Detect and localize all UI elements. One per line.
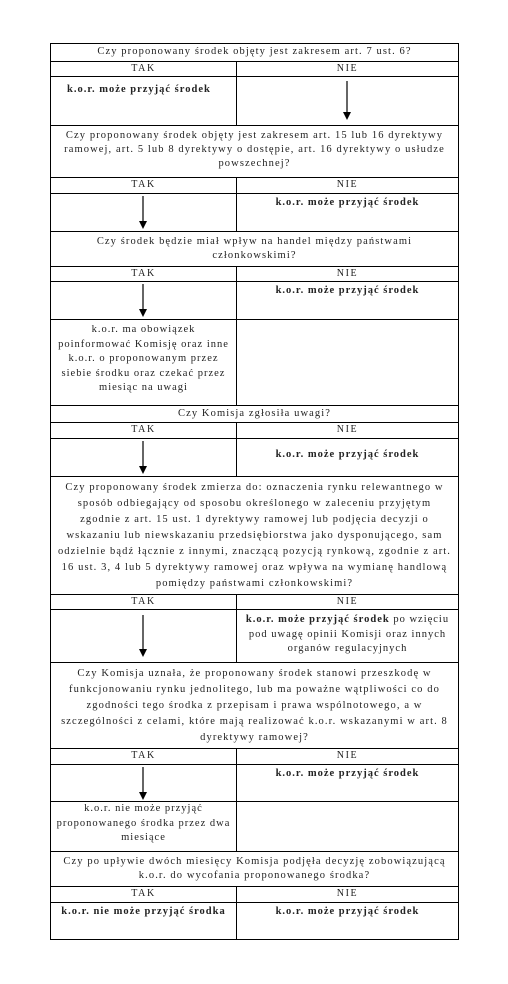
outcome-may-adopt: k.o.r. może przyjąć środek (275, 768, 420, 779)
arrow-down-icon (138, 767, 148, 801)
answer-header-6 (51, 749, 458, 765)
nie-label: NIE (336, 750, 359, 761)
question-2: Czy proponowany środek objęty jest zakresem art. 15 lub 16 dyrektywy ramowej, art. 5 lub 8 dyrektywy o dostępie, art. 16 dyrektywy o usłudze powszechnej? (51, 126, 458, 178)
question-6: Czy Komisja uznała, że proponowany środek stanowi przeszkodę w funkcjonowaniu rynku jednolitego, lub ma poważne wątpliwości co do zgodności tego środka z przepisam i prawa wspólnotowego, a w szczególności z celami, które mają realizować k.o.r. wskazanymi w art. 8 dyrektywy ramowej? (51, 663, 458, 749)
question-7: Czy po upływie dwóch miesięcy Komisja podjęła decyzję zobowiązującą k.o.r. do wycofania proponowanego środka? (51, 852, 458, 887)
outcome-may-adopt: k.o.r. może przyjąć środek (245, 614, 390, 625)
outcome-notify: k.o.r. ma obowiązek poinformować Komisję oraz inne k.o.r. o proponowanym przez siebie środku oraz czekać przez miesiąc na uwagi (58, 324, 229, 393)
tak-label: TAK (51, 887, 237, 902)
answer-header-3 (51, 267, 458, 282)
outcome-may-adopt: k.o.r. może przyjąć środek (275, 197, 420, 208)
outcome-may-adopt: k.o.r. może przyjąć środek (275, 906, 420, 917)
nie-label: NIE (336, 268, 359, 279)
outcome-may-not-adopt: k.o.r. nie może przyjąć środka (61, 906, 226, 917)
notify-row (51, 320, 458, 406)
nie-label: NIE (336, 179, 359, 190)
tak-label: TAK (51, 749, 237, 764)
outcome-after-opinion: po wzięciu pod uwagę opinii Komisji oraz innych organów regulacyjnych (248, 614, 450, 654)
outcome-row-3 (51, 282, 458, 320)
nie-label: NIE (336, 888, 359, 899)
question-5: Czy proponowany środek zmierza do: oznaczenia rynku relewantnego w sposób odbiegający od sposobu określonego w zaleceniu przyjętym zgodnie z art. 15 ust. 1 dyrektywy ramowej lub podjęcia decyzji o wskazaniu lub niewskazaniu przedsiębiorstwa jako dysponującego, sam odzielnie bądź łącznie z innymi, znaczącą pozycją rynkową, zgodnie z art. 16 ust. 3, 4 lub 5 dyrektywy ramowej oraz wpływa na wymianę handlową pomiędzy państwami członkowskimi? (51, 477, 458, 595)
answer-header-7 (51, 887, 458, 903)
arrow-down-icon (138, 284, 148, 318)
nie-label: NIE (336, 424, 359, 435)
flowchart (50, 43, 459, 940)
outcome-row-5 (51, 610, 458, 663)
outcome-row-6 (51, 765, 458, 802)
question-4: Czy Komisja zgłosiła uwagi? (51, 406, 458, 423)
waiting-row (51, 802, 458, 852)
nie-label: NIE (336, 63, 359, 74)
tak-label: TAK (51, 178, 237, 193)
tak-label: TAK (51, 62, 237, 76)
arrow-down-icon (138, 196, 148, 230)
tak-label: TAK (51, 423, 237, 438)
outcome-wait-two-months: k.o.r. nie może przyjąć proponowanego środka przez dwa miesiące (56, 803, 231, 843)
tak-label: TAK (51, 595, 237, 609)
arrow-down-icon (342, 81, 352, 121)
arrow-cell (237, 77, 458, 125)
tak-label: TAK (51, 267, 237, 281)
nie-label: NIE (336, 596, 359, 607)
outcome-row-4 (51, 439, 458, 477)
outcome-may-adopt: k.o.r. może przyjąć środek (275, 285, 420, 296)
question-1: Czy proponowany środek objęty jest zakresem art. 7 ust. 6? (51, 44, 458, 62)
arrow-down-icon (138, 441, 148, 475)
arrow-down-icon (138, 615, 148, 659)
outcome-row-1 (51, 77, 458, 126)
question-3: Czy środek będzie miał wpływ na handel między państwami członkowskimi? (51, 232, 458, 267)
answer-header-5 (51, 595, 458, 610)
answer-header-2 (51, 178, 458, 194)
outcome-may-adopt: k.o.r. może przyjąć środek (275, 449, 420, 460)
outcome-may-adopt: k.o.r. może przyjąć środek (67, 84, 211, 95)
outcome-row-2 (51, 194, 458, 232)
answer-header-1 (51, 62, 458, 77)
outcome-row-7 (51, 903, 458, 939)
answer-header-4 (51, 423, 458, 439)
